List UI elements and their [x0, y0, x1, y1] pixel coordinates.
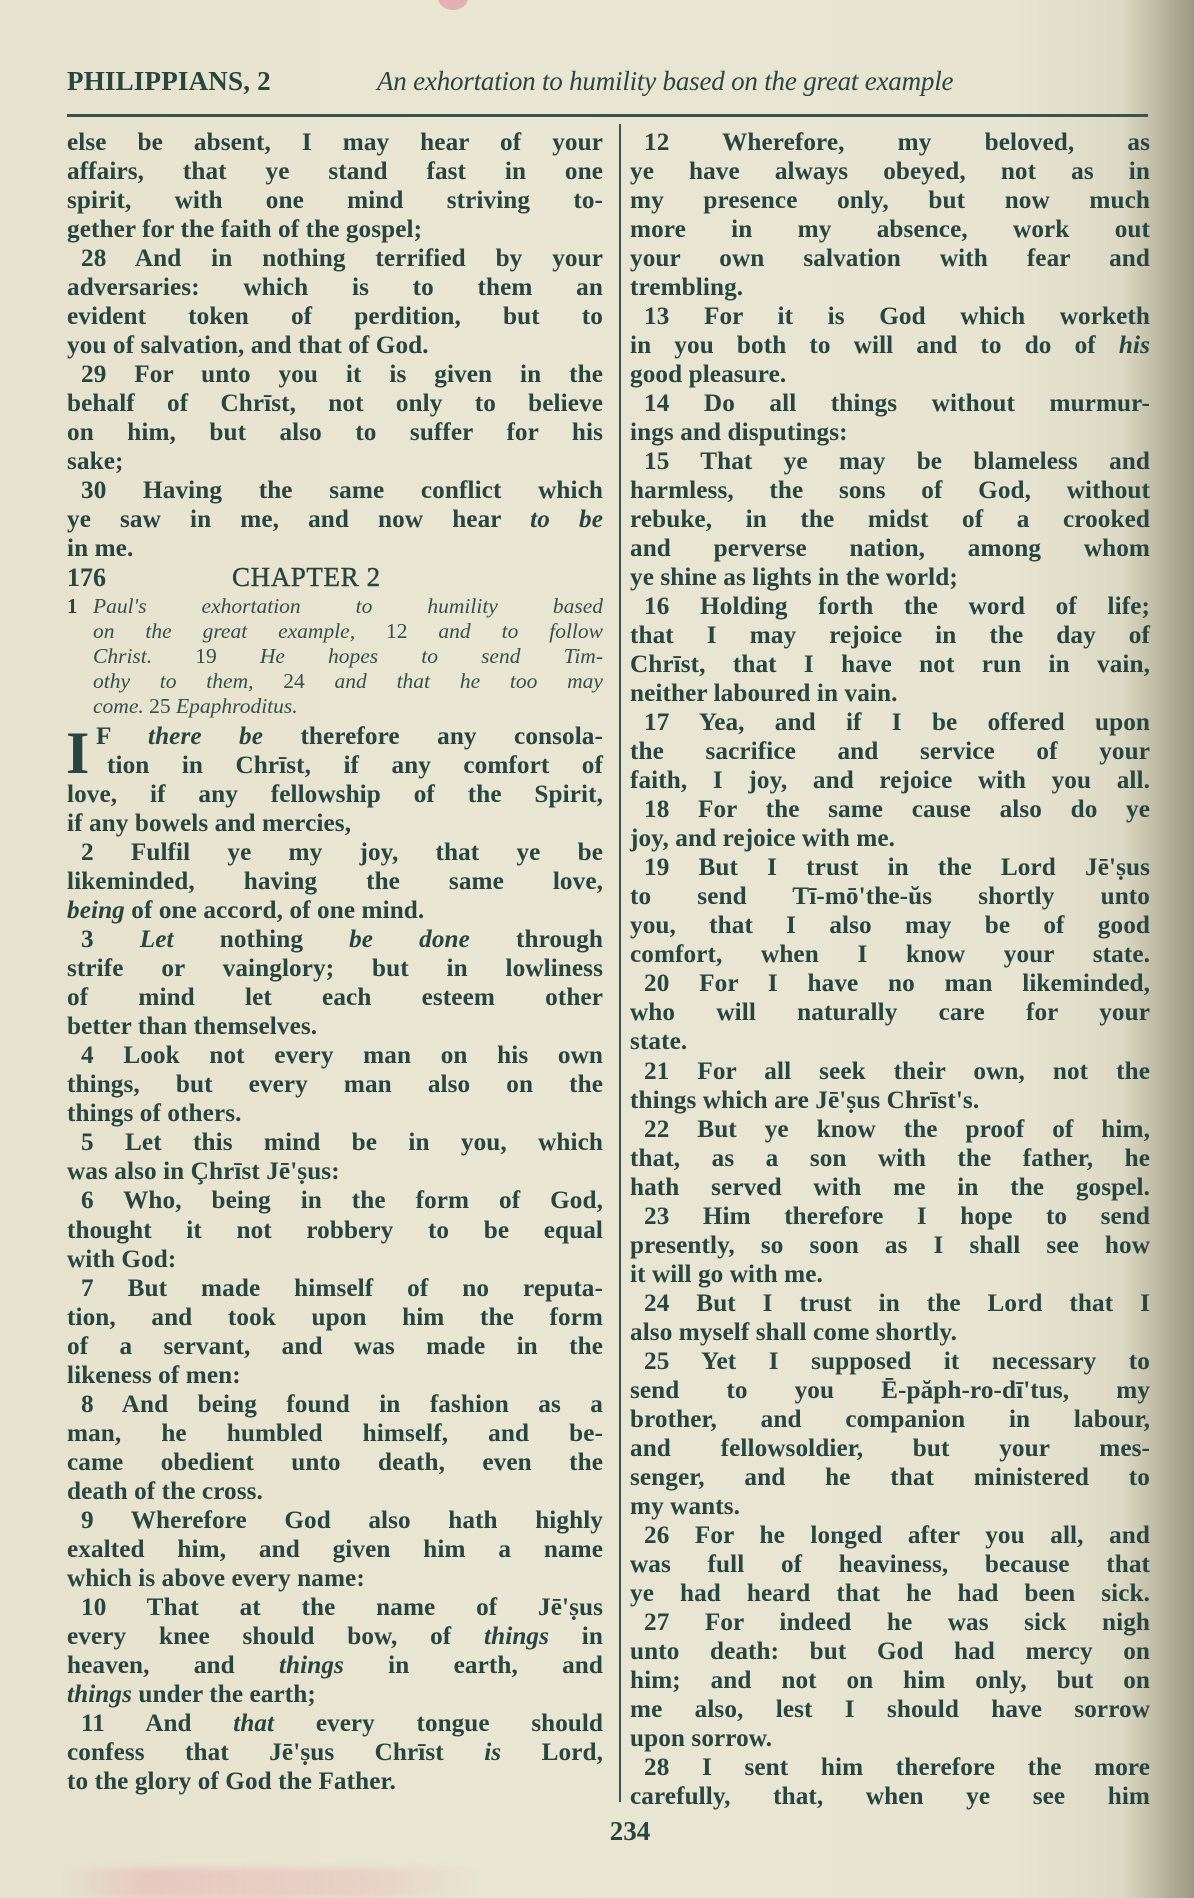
text-segment: 27 For indeed he was sick nigh: [644, 1608, 1150, 1636]
text-line: [67, 1186, 603, 1215]
text-segment: 19 But I trust in the Lord Jē'ṣus: [644, 854, 1150, 882]
text-segment: the sacrifice and service of your: [630, 738, 1150, 766]
text-line: [67, 1593, 603, 1622]
text-segment: 26 For he longed after you all, and: [644, 1521, 1150, 1549]
column-divider: [619, 124, 621, 1802]
text-line: [67, 1680, 603, 1709]
text-segment: in: [549, 1622, 603, 1650]
text-line: [630, 592, 1150, 621]
text-segment: 24 But I trust in the Lord that I: [644, 1289, 1150, 1317]
text-line: [67, 1332, 603, 1361]
text-segment: was full of heaviness, because that: [630, 1550, 1150, 1578]
page-number: 234: [609, 1816, 651, 1846]
text-segment: faith, I joy, and rejoice with you all.: [630, 767, 1150, 795]
text-line: [630, 998, 1150, 1027]
text-line: [67, 302, 603, 331]
text-line: [67, 534, 603, 563]
text-segment: 7 But made himself of no reputa-: [81, 1274, 603, 1302]
text-segment: every tongue should: [274, 1709, 603, 1737]
text-segment: state.: [630, 1028, 688, 1056]
summary-line: [67, 594, 603, 619]
text-segment: 11 And: [81, 1709, 234, 1737]
text-segment: affairs, that ye stand fast in one: [67, 158, 603, 186]
text-segment: strife or vainglory; but in lowliness: [67, 955, 603, 983]
text-segment: unto death: but God had mercy on: [630, 1637, 1150, 1665]
chapter-body: [67, 722, 603, 1796]
text-line: [630, 766, 1150, 795]
text-segment: likeminded, having the same love,: [67, 868, 603, 896]
text-segment: else be absent, I may hear of your: [67, 129, 603, 156]
text-segment: 25 Yet I supposed it necessary to: [644, 1347, 1150, 1375]
text-segment: harmless, the sons of God, without: [630, 477, 1150, 505]
text-segment: rebuke, in the midst of a crooked: [630, 506, 1150, 534]
text-line: [630, 621, 1150, 650]
italic-segment: and that he too may: [304, 669, 603, 694]
italic-segment: things: [67, 1680, 133, 1708]
text-segment: spirit, with one mind striving to-: [67, 187, 603, 215]
text-segment: more in my absence, work out: [630, 216, 1150, 244]
text-line: [630, 882, 1150, 911]
text-segment: 16 Holding forth the word of life;: [644, 593, 1150, 621]
text-segment: in me.: [67, 535, 134, 563]
text-segment: senger, and he that ministered to: [630, 1463, 1150, 1491]
text-segment: 17 Yea, and if I be offered upon: [644, 709, 1150, 737]
text-segment: better than themselves.: [67, 1013, 318, 1041]
text-segment: and perverse nation, among whom: [630, 535, 1150, 563]
text-segment: 21 For all seek their own, not the: [644, 1057, 1150, 1085]
text-line: [630, 1695, 1150, 1724]
text-segment: neither laboured in vain.: [630, 680, 898, 708]
text-segment: things of others.: [67, 1100, 242, 1128]
text-line: [630, 1434, 1150, 1463]
text-line: [630, 1637, 1150, 1666]
text-segment: 22 But ye know the proof of him,: [644, 1115, 1150, 1143]
text-line: [67, 1477, 603, 1506]
text-line: [67, 925, 603, 954]
italic-segment: there be: [147, 723, 264, 751]
text-line: [67, 838, 603, 867]
text-line: [630, 273, 1150, 302]
text-line: [67, 1564, 603, 1593]
text-line: [630, 505, 1150, 534]
text-line: [630, 1608, 1150, 1637]
text-segment: trembling.: [630, 274, 744, 302]
text-segment: with God:: [67, 1245, 177, 1273]
text-segment: gether for the faith of the gospel;: [67, 216, 423, 244]
text-segment: to send Tī-mō'the-ŭs shortly unto: [630, 883, 1150, 911]
text-line: [67, 1651, 603, 1680]
text-line: [67, 1361, 603, 1390]
text-segment: evident token of perdition, but to: [67, 303, 603, 331]
text-segment: Lord,: [501, 1738, 603, 1766]
chapter-heading: CHAPTER 2: [232, 562, 381, 593]
text-segment: 25: [149, 694, 171, 719]
text-line: [67, 1709, 603, 1738]
italic-segment: to be: [530, 506, 603, 534]
text-segment: and fellowsoldier, but your mes-: [630, 1434, 1150, 1462]
text-line: [630, 708, 1150, 737]
text-segment: thought it not robbery to be equal: [67, 1216, 603, 1244]
summary-lines: [67, 594, 603, 719]
text-segment: 3: [81, 926, 140, 954]
text-line: [67, 1099, 603, 1128]
text-segment: likeness of men:: [67, 1361, 241, 1389]
text-line: [630, 1492, 1150, 1521]
text-segment: comfort, when I know your state.: [630, 941, 1150, 969]
text-segment: on him, but also to suffer for his: [67, 419, 603, 447]
text-line: [67, 128, 603, 157]
text-line: [67, 1738, 603, 1767]
text-segment: upon sorrow.: [630, 1724, 773, 1752]
text-segment: him; and not on him only, but on: [630, 1666, 1150, 1694]
text-line: [67, 1274, 603, 1303]
text-segment: ings and disputings:: [630, 419, 848, 447]
running-title: An exhortation to humility based on the great example: [377, 66, 954, 96]
text-segment: 24: [283, 669, 305, 694]
text-line: [67, 505, 603, 534]
ink-stain: [438, 0, 468, 10]
running-header: [67, 64, 1147, 104]
text-line: [67, 360, 603, 389]
text-line: [67, 1245, 603, 1274]
text-segment: things which are Jē'ṣus Chrīst's.: [630, 1086, 980, 1114]
text-line: [630, 1753, 1150, 1782]
text-line: [630, 679, 1150, 708]
text-line: [630, 650, 1150, 679]
text-segment: 5 Let this mind be in you, which: [81, 1129, 603, 1157]
text-segment: joy, and rejoice with me.: [630, 825, 896, 853]
text-line: [630, 1289, 1150, 1318]
text-segment: who will naturally care for your: [630, 999, 1150, 1027]
text-line: [67, 389, 603, 418]
text-segment: 28 And in nothing terrified by your: [81, 245, 603, 273]
text-line: [67, 809, 603, 838]
text-segment: nothing: [173, 926, 350, 954]
text-segment: ye saw in me, and now hear: [67, 506, 531, 534]
text-segment: in earth, and: [343, 1651, 603, 1679]
text-line: [67, 331, 603, 360]
text-line: [630, 563, 1150, 592]
text-segment: F: [96, 723, 148, 751]
text-segment: in you both to will and to do of: [630, 332, 1119, 360]
text-line: [630, 534, 1150, 563]
text-line: [630, 157, 1150, 186]
text-line: [67, 1448, 603, 1477]
text-line: [67, 273, 603, 302]
text-segment: adversaries: which is to them an: [67, 274, 603, 302]
text-segment: it will go with me.: [630, 1260, 823, 1288]
text-segment: 29 For unto you it is given in the: [81, 361, 603, 389]
text-segment: you of salvation, and that of God.: [67, 332, 429, 360]
text-line: [630, 447, 1150, 476]
text-line: [630, 1144, 1150, 1173]
italic-segment: and to follow: [407, 619, 603, 644]
text-line: [67, 896, 603, 925]
text-line: [630, 1115, 1150, 1144]
text-line: [630, 737, 1150, 766]
summary-line: [67, 644, 603, 669]
text-segment: carefully, that, when ye see him: [630, 1782, 1150, 1810]
text-line: [67, 867, 603, 896]
text-segment: through: [469, 926, 603, 954]
book-chapter-title: PHILIPPIANS, 2: [67, 66, 271, 96]
text-segment: my presence only, but now much: [630, 187, 1150, 215]
text-segment: you, that I also may be of good: [630, 912, 1150, 940]
text-line: [630, 1347, 1150, 1376]
text-segment: 23 Him therefore I hope to send: [644, 1202, 1150, 1230]
text-line: [630, 911, 1150, 940]
text-line: [630, 824, 1150, 853]
text-segment: that, as a son with the father, he: [630, 1144, 1150, 1172]
summary-line: [67, 694, 603, 719]
text-segment: man, he humbled himself, and be-: [67, 1419, 603, 1447]
text-line: [67, 954, 603, 983]
text-line: [67, 447, 603, 476]
chapter-margin-number: 176: [67, 563, 106, 593]
text-segment: death of the cross.: [67, 1477, 263, 1505]
italic-segment: Paul's exhortation to humility based: [93, 594, 603, 619]
text-line: [67, 1128, 603, 1157]
text-segment: tion, and took upon him the form: [67, 1303, 603, 1331]
text-segment: of mind let each esteem other: [67, 984, 603, 1012]
drop-cap: I: [66, 720, 90, 787]
text-line: [630, 331, 1150, 360]
text-segment: hath served with me in the gospel.: [630, 1173, 1150, 1201]
text-line: [67, 1303, 603, 1332]
right-column: [630, 128, 1150, 1811]
text-segment: send to you Ē-păph-ro-dī'tus, my: [630, 1376, 1150, 1404]
text-segment: ye shine as lights in the world;: [630, 564, 958, 592]
text-line: [67, 1506, 603, 1535]
text-segment: therefore any consola-: [263, 723, 603, 751]
chapter-heading-row: [67, 563, 603, 592]
text-segment: 14 Do all things without murmur-: [644, 390, 1150, 418]
text-segment: heaven, and: [67, 1651, 279, 1679]
text-line: [630, 1666, 1150, 1695]
text-segment: sake;: [67, 448, 124, 476]
summary-line: [67, 619, 603, 644]
text-line: [630, 1318, 1150, 1347]
text-segment: to the glory of God the Father.: [67, 1767, 396, 1795]
text-line: [67, 1157, 603, 1186]
text-line: [630, 853, 1150, 882]
text-line: [630, 1231, 1150, 1260]
text-segment: 8 And being found in fashion as a: [81, 1390, 603, 1418]
text-line: [630, 1550, 1150, 1579]
italic-segment: is: [484, 1738, 502, 1766]
text-segment: good pleasure.: [630, 361, 787, 389]
text-segment: 28 I sent him therefore the more: [644, 1753, 1150, 1781]
text-line: [630, 1202, 1150, 1231]
text-line: [630, 1260, 1150, 1289]
text-line: [67, 1012, 603, 1041]
text-segment: 13 For it is God which worketh: [644, 303, 1150, 331]
italic-segment: things: [278, 1651, 344, 1679]
text-segment: every knee should bow, of: [67, 1622, 485, 1650]
text-segment: exalted him, and given him a name: [67, 1535, 603, 1563]
text-segment: me also, lest I should have sorrow: [630, 1695, 1150, 1723]
italic-segment: things: [484, 1622, 550, 1650]
text-line: [630, 1405, 1150, 1434]
text-line: [67, 215, 603, 244]
text-segment: that I may rejoice in the day of: [630, 622, 1150, 650]
text-segment: 20 For I have no man likeminded,: [644, 970, 1150, 998]
text-segment: of one accord, of one mind.: [124, 897, 425, 925]
text-line: [67, 418, 603, 447]
left-verses-before-chapter: [67, 128, 603, 563]
text-line: [630, 969, 1150, 998]
text-line: [67, 722, 603, 751]
text-line: [67, 157, 603, 186]
text-line: [630, 1057, 1150, 1086]
left-column: [67, 128, 603, 1796]
text-segment: your own salvation with fear and: [630, 245, 1150, 273]
text-line: [630, 302, 1150, 331]
italic-segment: othy to them,: [93, 669, 284, 694]
text-segment: behalf of Chrīst, not only to believe: [67, 390, 603, 418]
text-segment: Chrīst, that I have not run in vain,: [630, 651, 1150, 679]
summary-verse-number: 1: [67, 594, 78, 619]
text-line: [67, 1419, 603, 1448]
text-line: [630, 1173, 1150, 1202]
text-segment: 4 Look not every man on his own: [81, 1042, 603, 1070]
text-line: [630, 1521, 1150, 1550]
text-line: [630, 186, 1150, 215]
text-segment: also myself shall come shortly.: [630, 1318, 958, 1346]
italic-segment: that: [233, 1709, 275, 1737]
text-line: [67, 983, 603, 1012]
text-segment: ye had heard that he had been sick.: [630, 1579, 1150, 1607]
text-line: [67, 1622, 603, 1651]
text-segment: tion in Chrīst, if any comfort of: [107, 752, 603, 780]
text-line: [630, 476, 1150, 505]
italic-segment: come.: [93, 694, 150, 719]
italic-segment: Let: [139, 926, 174, 954]
text-line: [67, 1390, 603, 1419]
text-segment: things, but every man also on the: [67, 1071, 603, 1099]
text-segment: 10 That at the name of Jē'ṣus: [81, 1593, 603, 1621]
header-rule: [67, 114, 1148, 117]
text-line: [67, 1216, 603, 1245]
text-segment: 19: [195, 644, 217, 669]
text-line: [67, 1070, 603, 1099]
text-segment: 9 Wherefore God also hath highly: [81, 1506, 603, 1534]
text-line: [630, 1463, 1150, 1492]
left-verses-after-chapter: [67, 722, 603, 1796]
text-line: [630, 1579, 1150, 1608]
text-segment: 18 For the same cause also do ye: [644, 796, 1150, 824]
text-line: [630, 1724, 1150, 1753]
italic-segment: be done: [349, 926, 470, 954]
text-segment: under the earth;: [132, 1680, 316, 1708]
text-segment: 30 Having the same conflict which: [81, 477, 603, 505]
text-line: [67, 244, 603, 273]
summary-line: [67, 669, 603, 694]
text-segment: 12 Wherefore, my beloved, as: [644, 129, 1150, 156]
right-verses: [630, 128, 1150, 1811]
text-line: [67, 186, 603, 215]
text-line: [67, 780, 603, 809]
text-segment: was also in Çhrīst Jē'ṣus:: [67, 1158, 340, 1186]
text-segment: love, if any fellowship of the Spirit,: [67, 781, 603, 809]
text-line: [630, 795, 1150, 824]
text-line: [630, 389, 1150, 418]
text-segment: 6 Who, being in the form of God,: [81, 1187, 603, 1215]
italic-segment: his: [1118, 332, 1150, 360]
text-line: [630, 418, 1150, 447]
text-segment: which is above every name:: [67, 1564, 365, 1592]
text-segment: presently, so soon as I shall see how: [630, 1231, 1150, 1259]
text-line: [630, 940, 1150, 969]
text-line: [630, 128, 1150, 157]
text-line: [630, 1086, 1150, 1115]
italic-segment: Christ.: [93, 644, 196, 669]
text-segment: ye have always obeyed, not as in: [630, 158, 1150, 186]
text-line: [630, 360, 1150, 389]
italic-segment: being: [67, 897, 125, 925]
italic-segment: Epaphroditus.: [170, 694, 298, 719]
text-segment: if any bowels and mercies,: [67, 810, 352, 838]
text-segment: 2 Fulfil ye my joy, that ye be: [81, 839, 603, 867]
page-stain: [60, 1868, 480, 1898]
text-segment: brother, and companion in labour,: [630, 1405, 1150, 1433]
text-line: [630, 244, 1150, 273]
text-line: [630, 215, 1150, 244]
italic-segment: on the great example,: [93, 619, 387, 644]
text-segment: my wants.: [630, 1492, 741, 1520]
text-segment: confess that Jē'ṣus Chrīst: [67, 1738, 485, 1766]
text-line: [67, 1535, 603, 1564]
text-line: [67, 476, 603, 505]
text-segment: 12: [386, 619, 408, 644]
text-line: [67, 1041, 603, 1070]
italic-segment: He hopes to send Tim-: [216, 644, 603, 669]
text-segment: came obedient unto death, even the: [67, 1448, 603, 1476]
text-segment: 15 That ye may be blameless and: [644, 448, 1150, 476]
text-line: [630, 1782, 1150, 1811]
text-line: [67, 751, 603, 780]
text-line: [67, 1767, 603, 1796]
text-line: [630, 1027, 1150, 1056]
chapter-summary: [67, 594, 603, 719]
text-line: [630, 1376, 1150, 1405]
text-segment: of a servant, and was made in the: [67, 1332, 603, 1360]
